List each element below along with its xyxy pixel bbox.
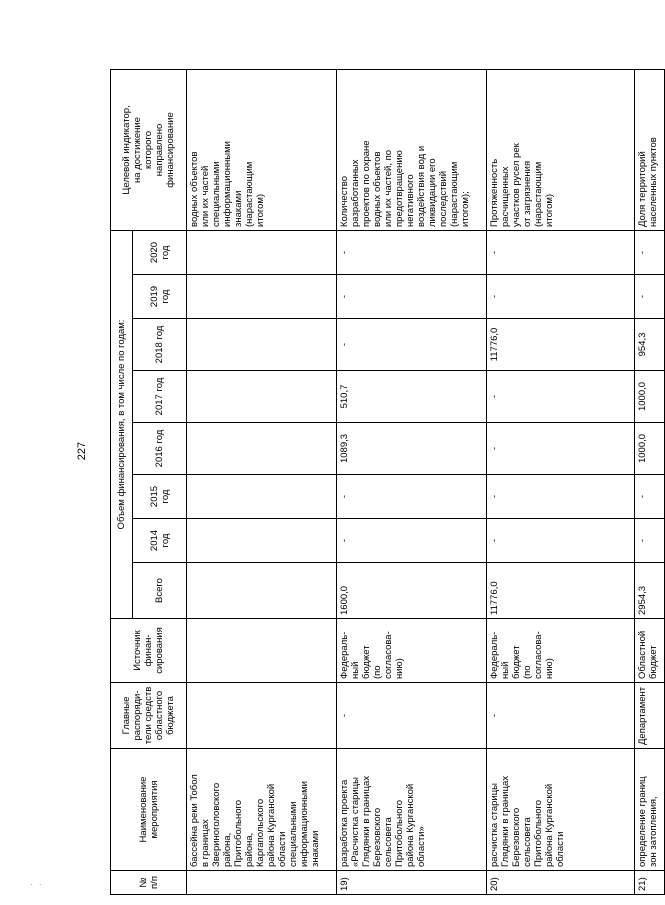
row-total: 2954,3 [635,563,665,619]
col-source-header: Источник финан- сирования [111,619,187,683]
col-2020-header: 2020 год [133,230,187,274]
header-row-1 [111,69,133,894]
col-2017-header: 2017 год [133,371,187,423]
col-name-header: Наименование мероприятия [111,749,187,871]
row-2014: - [487,519,635,563]
row-indicator: водных объектов или их частей специальными информационными знаками (нарастающим итогом) [187,69,337,230]
col-indicator-header: Целевой индикатор, на достижение которого направлено финансирование [111,69,187,230]
col-2016-header: 2016 год [133,423,187,475]
corner-mark: · · [30,880,44,889]
row-2014 [187,519,337,563]
col-volume-header: Объем финансирования, в том числе по годам: [111,230,133,618]
row-manager [187,683,337,749]
row-2015: - [635,475,665,519]
row-source: Областной бюджет [635,619,665,683]
row-2018: - [337,319,487,371]
col-num-header: № п/п [111,871,187,895]
col-2015-header: 2015 год [133,475,187,519]
row-name: расчистка старицы Глядянки в границах Березовского сельсовета Притобольного района Курганской области [487,749,635,871]
row-2016: - [487,423,635,475]
row-total [187,563,337,619]
row-2020 [187,230,337,274]
row-2020: - [635,230,665,274]
row-indicator: Количество разработанных проектов по охране водных объектов или их частей, по предотвращению негативного воздействия вод и ликвидации его последствий (нарастающим итогом); [337,69,487,230]
row-total: 1600,0 [337,563,487,619]
row-2019: - [487,275,635,319]
row-2015: - [487,475,635,519]
row-2018 [187,319,337,371]
row-name: разработка проекта «Расчистка старицы Глядянки в границах Березовского сельсовета Притобольного района Курганской области» [337,749,487,871]
row-2015: - [337,475,487,519]
col-2019-header: 2019 год [133,275,187,319]
row-indicator: Протяженность расчищенных участков русел рек от загрязнения (нарастающим итогом) [487,69,635,230]
row-2020: - [337,230,487,274]
row-total: 11776,0 [487,563,635,619]
row-name: бассейна реки Тобол в границах Звериноголовского района, Притобольного района, Каргапольского района Курганской области специальными информационными знаками [187,749,337,871]
financing-table-sheet [110,70,659,895]
table-row [337,69,487,894]
row-2017: 1000,0 [635,371,665,423]
row-2020: - [487,230,635,274]
col-manager-header: Главные распоряди- тели средств областного бюджета [111,683,187,749]
row-manager: - [337,683,487,749]
table-row [187,69,337,894]
row-2018: 954,3 [635,319,665,371]
row-2019: - [635,275,665,319]
row-2017 [187,371,337,423]
row-manager: Департамент [635,683,665,749]
table-row [635,69,665,894]
row-2014: - [635,519,665,563]
row-name: определение границ зон затопления, [635,749,665,871]
row-2016 [187,423,337,475]
page-number: 227 [76,441,88,461]
financing-table [110,69,665,895]
row-num: 20) [487,871,635,895]
row-2015 [187,475,337,519]
row-2016: 1000,0 [635,423,665,475]
row-2016: 1089,3 [337,423,487,475]
row-num: 19) [337,871,487,895]
row-manager: - [487,683,635,749]
col-2014-header: 2014 год [133,519,187,563]
row-indicator: Доля территорий населенных пунктов [635,69,665,230]
row-2019: - [337,275,487,319]
table-row [487,69,635,894]
row-num [187,871,337,895]
row-2018: 11776,0 [487,319,635,371]
row-source: Федераль- ный бюджет (по согласова- нию) [487,619,635,683]
col-2018-header: 2018 год [133,319,187,371]
row-2014: - [337,519,487,563]
row-source [187,619,337,683]
row-source: Федераль- ный бюджет (по согласова- нию) [337,619,487,683]
row-2017: - [487,371,635,423]
row-num: 21) [635,871,665,895]
row-2017: 510,7 [337,371,487,423]
row-2019 [187,275,337,319]
col-total-header: Всего [133,563,187,619]
